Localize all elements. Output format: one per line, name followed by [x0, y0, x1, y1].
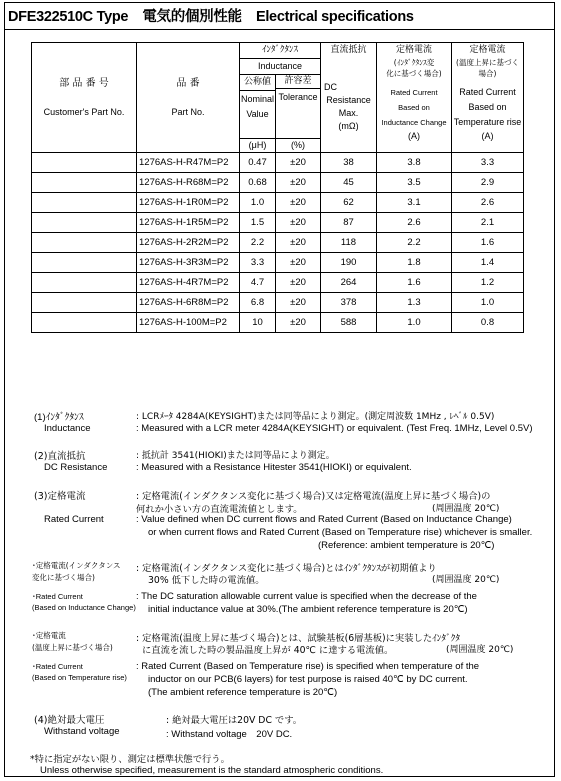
table-row — [32, 293, 524, 313]
r2-cell: 2.1 — [452, 213, 524, 233]
dc-cell: 62 — [321, 193, 377, 213]
header-part-jp: 品 番 — [176, 77, 200, 89]
part-cell: 1276AS-H-6R8M=P2 — [137, 293, 240, 313]
note-footer-en: Unless otherwise specified, measurement is the standard atmospheric conditions. — [40, 765, 384, 776]
note-ic-label-jp1: ･定格電流(インダクタンス — [32, 561, 121, 570]
header-dc-en1: DC — [324, 82, 337, 92]
tol-cell: ±20 — [276, 293, 321, 313]
note-ic-label-jp2: 変化に基づく場合) — [32, 573, 95, 582]
table-row — [32, 313, 524, 333]
nom-cell: 3.3 — [240, 253, 276, 273]
note-ic-label-en2: (Based on Inductance Change) — [32, 603, 136, 612]
header-r1-en2: Based on — [398, 103, 430, 112]
header-part — [137, 43, 240, 153]
tol-cell: ±20 — [276, 313, 321, 333]
header-customer-en: Customer's Part No. — [43, 106, 125, 117]
note-ic-text-jp2: 30% 低下した時の電流値。 — [148, 575, 265, 586]
header-dc-jp: 直流抵抗 — [330, 45, 367, 55]
header-inductance-en: Inductance — [240, 59, 321, 75]
r2-cell: 2.9 — [452, 173, 524, 193]
customer-part-cell — [32, 213, 137, 233]
note-tr-label-en1: ･Rated Current — [32, 662, 83, 671]
customer-part-cell — [32, 233, 137, 253]
part-cell: 1276AS-H-2R2M=P2 — [137, 233, 240, 253]
nom-cell: 10 — [240, 313, 276, 333]
dc-cell: 588 — [321, 313, 377, 333]
header-r1-jp2: (ｲﾝﾀﾞｸﾀﾝｽ変 — [393, 58, 435, 67]
part-cell: 1276AS-H-3R3M=P2 — [137, 253, 240, 273]
customer-part-cell — [32, 173, 137, 193]
note-ic-text-jp1: : 定格電流(インダクタンス変化に基づく場合)とはｲﾝﾀﾞｸﾀﾝｽが初期値より — [136, 563, 437, 574]
note-ic-text-en2: initial inductance value at 30%.(The ambient reference temperature is 20℃) — [148, 604, 468, 615]
header-r2-en2: Based on — [468, 102, 507, 112]
header-rated-current-temp — [452, 43, 524, 153]
part-cell: 1276AS-H-100M=P2 — [137, 313, 240, 333]
nom-cell: 2.2 — [240, 233, 276, 253]
header-r2-unit: (A) — [481, 131, 494, 141]
header-dc-en2: Resistance — [326, 95, 371, 105]
header-tolerance — [276, 75, 321, 139]
customer-part-cell — [32, 293, 137, 313]
note-dc-label-jp: (2)直流抵抗 — [34, 451, 86, 462]
note-tr-text-jp2: に直流を流した時の製品温度上昇が 40℃ に達する電流値。 — [142, 645, 394, 656]
header-r1-en1: Rated Current — [390, 88, 438, 97]
note-ic-label-en1: ･Rated Current — [32, 592, 83, 601]
note-rated-text-jp1: : 定格電流(インダクタンス変化に基づく場合)又は定格電流(温度上昇に基づく場合)の — [136, 491, 491, 502]
note-tr-text-jp2b: (周囲温度 20℃) — [446, 645, 514, 655]
header-nom-unit: (μH) — [240, 139, 276, 153]
customer-part-cell — [32, 153, 137, 173]
header-dc-unit: (mΩ) — [338, 121, 359, 131]
note-rated-text-jp2b: (周囲温度 20℃) — [432, 504, 500, 514]
part-cell: 1276AS-H-1R5M=P2 — [137, 213, 240, 233]
part-cell: 1276AS-H-4R7M=P2 — [137, 273, 240, 293]
table-row — [32, 213, 524, 233]
header-inductance-jp: ｲﾝﾀﾞｸﾀﾝｽ — [240, 43, 321, 59]
r2-cell: 2.6 — [452, 193, 524, 213]
table-row — [32, 253, 524, 273]
note-dc-label-en: DC Resistance — [44, 462, 108, 473]
part-cell: 1276AS-H-R68M=P2 — [137, 173, 240, 193]
spec-table — [31, 42, 524, 333]
r1-cell: 1.8 — [377, 253, 452, 273]
note-rated-text-jp2: 何れか小さい方の直流電流値とします。 — [136, 504, 303, 515]
note-tr-text-en3: (The ambient reference temperature is 20℃) — [148, 687, 338, 698]
note-footer-jp: *特に指定がない限り、測定は標準状態で行う。 — [30, 754, 230, 765]
tol-cell: ±20 — [276, 213, 321, 233]
nom-cell: 4.7 — [240, 273, 276, 293]
title-divider — [4, 29, 555, 30]
part-cell: 1276AS-H-R47M=P2 — [137, 153, 240, 173]
dc-cell: 87 — [321, 213, 377, 233]
tol-cell: ±20 — [276, 253, 321, 273]
header-r1-jp: 定格電流 — [395, 45, 432, 55]
customer-part-cell — [32, 273, 137, 293]
note-tr-text-jp1: : 定格電流(温度上昇に基づく場合)とは、試験基板(6層基板)に実装したｲﾝﾀﾞｸﾀ — [136, 633, 461, 644]
table-row — [32, 233, 524, 253]
dc-cell: 264 — [321, 273, 377, 293]
note-rated-label-en: Rated Current — [44, 514, 104, 525]
header-nom-en1: Nominal — [240, 94, 274, 104]
note-dc-text-en: : Measured with a Resistance Hitester 3541(HIOKI) or equivalent. — [136, 462, 412, 473]
page-title: DFE322510C Type 電気的個別性能 Electrical specifications — [8, 9, 414, 25]
dc-cell: 118 — [321, 233, 377, 253]
header-tol-unit: (%) — [276, 139, 321, 153]
note-rated-label-jp: (3)定格電流 — [34, 491, 86, 502]
header-nom-en2: Value — [246, 109, 269, 119]
table-row — [32, 153, 524, 173]
note-rated-text-en2: or when current flows and Rated Current (Based on Temperature rise) whichever is smaller. — [148, 527, 533, 538]
note-inductance-text-jp: : LCRﾒｰﾀ 4284A(KEYSIGHT)または同等品により測定。(測定周波数 1MHz , ﾚﾍﾞﾙ 0.5V) — [136, 412, 495, 422]
tol-cell: ±20 — [276, 153, 321, 173]
header-r1-unit: (A) — [408, 131, 420, 141]
r1-cell: 2.6 — [377, 213, 452, 233]
dc-cell: 45 — [321, 173, 377, 193]
r1-cell: 3.5 — [377, 173, 452, 193]
header-tol-jp: 許容差 — [276, 75, 320, 89]
note-tr-text-en2: inductor on our PCB(6 layers) for test purpose is raised 40℃ by DC current. — [148, 674, 468, 685]
customer-part-cell — [32, 313, 137, 333]
dc-cell: 190 — [321, 253, 377, 273]
header-rated-current-ind — [377, 43, 452, 153]
tol-cell: ±20 — [276, 233, 321, 253]
tol-cell: ±20 — [276, 273, 321, 293]
table-row — [32, 193, 524, 213]
note-ic-text-jp2b: (周囲温度 20℃) — [432, 575, 500, 585]
note-rated-text-en3: (Reference: ambient temperature is 20℃) — [318, 540, 495, 551]
r1-cell: 1.3 — [377, 293, 452, 313]
r2-cell: 1.6 — [452, 233, 524, 253]
header-nominal-jp: 公称値 — [240, 75, 276, 91]
header-nominal-en — [240, 91, 276, 139]
note-inductance-text-en: : Measured with a LCR meter 4284A(KEYSIGHT) or equivalent. (Test Freq. 1MHz, Level 0.5V) — [136, 423, 533, 434]
note-tr-label-en2: (Based on Temperature rise) — [32, 673, 127, 682]
header-r2-jp3: 場合) — [478, 69, 497, 78]
note-wv-text-en: : Withstand voltage 20V DC. — [166, 729, 293, 740]
r1-cell: 3.8 — [377, 153, 452, 173]
header-customer-part — [32, 43, 137, 153]
r1-cell: 2.2 — [377, 233, 452, 253]
table-row — [32, 273, 524, 293]
header-r2-en1: Rated Current — [459, 87, 516, 97]
note-inductance-label-en: Inductance — [44, 423, 91, 434]
nom-cell: 1.5 — [240, 213, 276, 233]
nom-cell: 1.0 — [240, 193, 276, 213]
header-tol-en: Tolerance — [278, 92, 318, 102]
nom-cell: 0.68 — [240, 173, 276, 193]
r1-cell: 3.1 — [377, 193, 452, 213]
header-r1-en3: Inductance Change — [381, 118, 447, 127]
note-tr-text-en1: : Rated Current (Based on Temperature rise) is specified when temperature of the — [136, 661, 480, 672]
r2-cell: 3.3 — [452, 153, 524, 173]
note-wv-label-jp: (4)絶対最大電圧 — [34, 715, 105, 726]
r2-cell: 0.8 — [452, 313, 524, 333]
r2-cell: 1.0 — [452, 293, 524, 313]
note-wv-label-en: Withstand voltage — [44, 726, 120, 737]
table-row — [32, 173, 524, 193]
note-rated-text-en1: : Value defined when DC current flows and Rated Current (Based on Inductance Change) — [136, 514, 512, 525]
header-part-en: Part No. — [171, 106, 205, 117]
header-r1-jp3: 化に基づく場合) — [386, 69, 442, 78]
r2-cell: 1.4 — [452, 253, 524, 273]
r1-cell: 1.6 — [377, 273, 452, 293]
note-dc-text-jp: : 抵抗計 3541(HIOKI)または同等品により測定。 — [136, 451, 335, 461]
customer-part-cell — [32, 193, 137, 213]
note-wv-text-jp: : 絶対最大電圧は20V DC です。 — [166, 715, 303, 726]
tol-cell: ±20 — [276, 193, 321, 213]
r2-cell: 1.2 — [452, 273, 524, 293]
note-ic-text-en1: : The DC saturation allowable current value is specified when the decrease of the — [136, 591, 477, 602]
header-customer-jp: 部 品 番 号 — [59, 77, 109, 89]
part-cell: 1276AS-H-1R0M=P2 — [137, 193, 240, 213]
nom-cell: 6.8 — [240, 293, 276, 313]
note-tr-label-jp2: (温度上昇に基づく場合) — [32, 643, 113, 652]
header-r2-en3: Temperature rise — [453, 117, 522, 127]
header-row-1 — [32, 43, 524, 59]
customer-part-cell — [32, 253, 137, 273]
header-dc-resistance — [321, 43, 377, 153]
note-inductance-label-jp: (1)ｲﾝﾀﾞｸﾀﾝｽ — [34, 412, 84, 423]
nom-cell: 0.47 — [240, 153, 276, 173]
header-dc-en3: Max. — [338, 108, 359, 118]
header-r2-jp: 定格電流 — [469, 45, 506, 55]
tol-cell: ±20 — [276, 173, 321, 193]
note-tr-label-jp1: ･定格電流 — [32, 631, 66, 640]
dc-cell: 38 — [321, 153, 377, 173]
dc-cell: 378 — [321, 293, 377, 313]
header-r2-jp2: (温度上昇に基づく — [456, 58, 519, 67]
r1-cell: 1.0 — [377, 313, 452, 333]
